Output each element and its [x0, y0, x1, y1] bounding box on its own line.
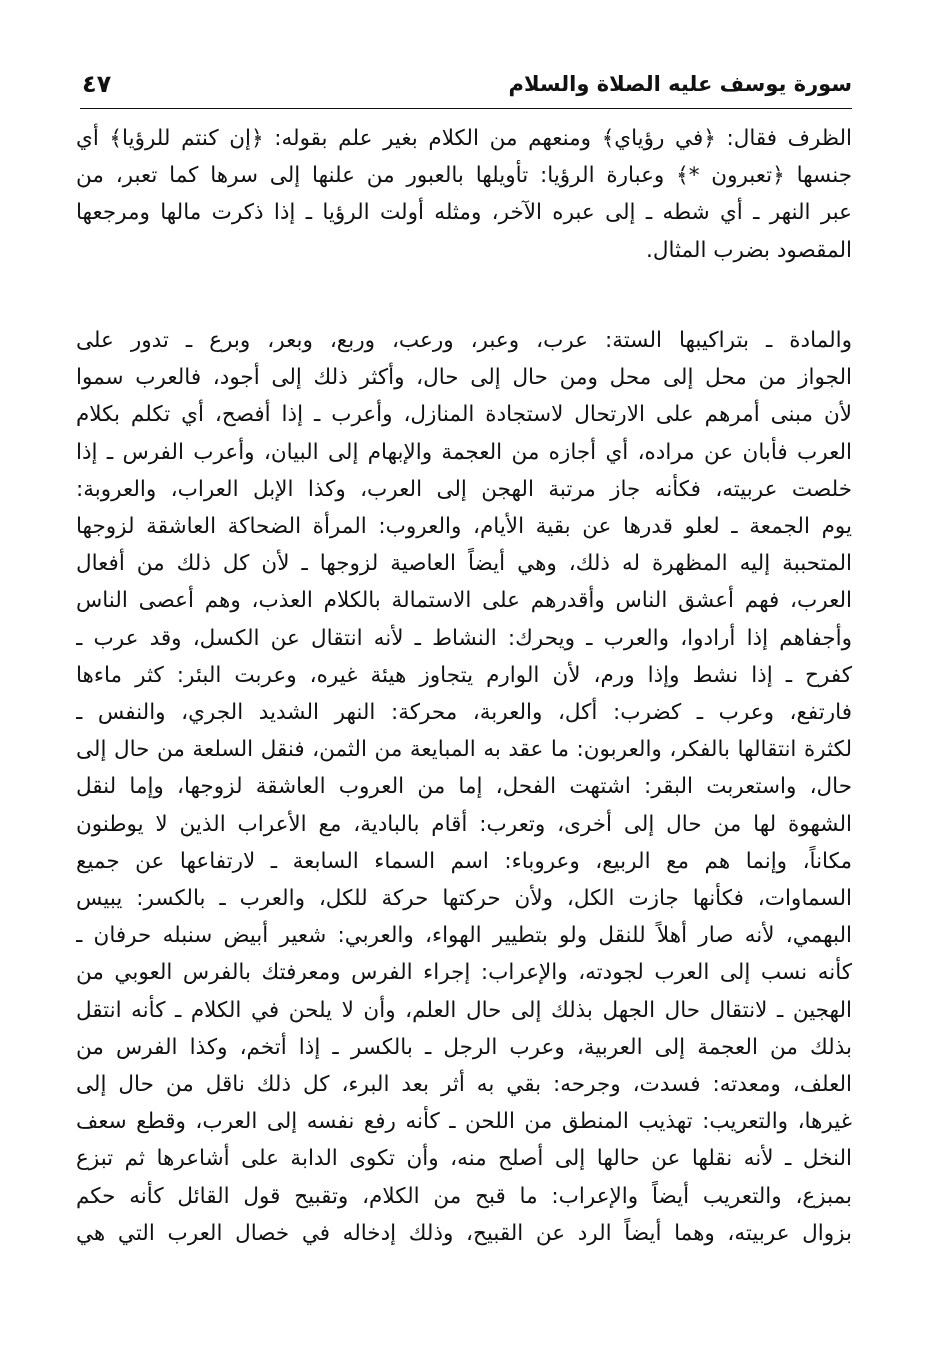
- text-line: الجواز من محل إلى محل ومن حال إلى حال، وأكثر ذلك إلى أجود، فالعرب سموا: [76, 365, 852, 391]
- text-line: مكاناً، وإنما هم مع الربيع، وعروباء: اسم السماء السابعة ـ لارتفاعها عن جميع: [76, 848, 852, 874]
- text-line: وأجفاهم إذا أرادوا، والعرب ـ ويحرك: النشاط ـ لأنه انتقال عن الكسل، وقد عرب ـ: [76, 625, 852, 651]
- text-line: خلصت عربيته، فكأنه جاز مرتبة الهجن إلى العرب، وكذا الإبل العراب، والعروبة:: [76, 476, 852, 502]
- text-line: المقصود بضرب المثال.: [645, 237, 852, 263]
- text-line: الهجين ـ لانتقال حال الجهل بذلك إلى حال العلم، وأن لا يلحن في الكلام ـ كأنه انتقل: [76, 997, 852, 1023]
- text-line: العرب، فهم أعشق الناس وأقدرهم على الاستمالة بالكلام العذب، وهم أعصى الناس: [76, 588, 852, 614]
- page-number: ٤٧: [82, 70, 112, 98]
- text-line: حال، واستعربت البقر: اشتهت الفحل، إما من العروب العاشقة لزوجها، وإما لنقل: [76, 774, 852, 800]
- text-line: بمبزع، والتعريب أيضاً والإعراب: ما قبح من الكلام، وتقبيح قول القائل كأنه حكم: [76, 1183, 852, 1209]
- text-line: السماوات، فكأنها جازت الكل، ولأن حركتها حركة للكل، والعرب ـ بالكسر: يبيس: [76, 886, 852, 912]
- text-line: البهمي، لأنه صار أهلاً للنقل ولو بتطيير الهواء، والعربي: شعير أبيض سنبله حرفان ـ: [76, 923, 852, 949]
- text-line: النخل ـ لأنه نقلها عن حالها إلى أصلح منه، وأن تكوى الدابة على أشاعرها ثم تبزع: [76, 1146, 852, 1172]
- text-line: كأنه نسب إلى العرب لجودته، والإعراب: إجراء الفرس ومعرفتك بالفرس العوبي من: [76, 960, 852, 986]
- text-line: غيرها، والتعريب: تهذيب المنطق من اللحن ـ كأنه رفع نفسه إلى العرب، وقطع سعف: [76, 1109, 852, 1135]
- text-line: يوم الجمعة ـ لعلو قدرها عن بقية الأيام، والعروب: المرأة الضحاكة العاشقة لزوجها: [76, 514, 852, 540]
- text-line: لأن مبنى أمرهم على الارتحال لاستجادة المنازل، وأعرب ـ إذا أفصح، أي تكلم بكلام: [76, 402, 852, 428]
- paragraph-2: [76, 322, 852, 1252]
- header-rule: [80, 108, 852, 109]
- text-line: لكثرة انتقالها بالفكر، والعربون: ما عقد به المبايعة من الثمن، فنقل السلعة من حال إلى: [76, 737, 852, 763]
- text-line: فارتفع، وعرب ـ كضرب: أكل، والعربة، محركة: النهر الشديد الجري، والنفس ـ: [76, 700, 852, 726]
- text-line: عبر النهر ـ أي شطه ـ إلى عبره الآخر، ومثله أولت الرؤيا ـ إذا ذكرت مالها ومرجعها: [76, 200, 852, 226]
- text-line: الظرف فقال: ﴿في رؤياي﴾ ومنعهم من الكلام بغير علم بقوله: ﴿إن كنتم للرؤيا﴾ أي: [76, 126, 852, 151]
- running-title: سورة يوسف عليه الصلاة والسلام: [508, 72, 852, 96]
- text-line: بزوال عربيته، وهما أيضاً الرد عن القبيح، وذلك إدخاله في خصال العرب التي هي: [76, 1220, 852, 1246]
- text-line: والمادة ـ بتراكيبها الستة: عرب، وعبر، ورعب، وربع، وبعر، وبرع ـ تدور على: [76, 328, 852, 353]
- text-line: العلف، ومعدته: فسدت، وجرحه: بقي به أثر بعد البرء، كل ذلك ناقل من حال إلى: [76, 1072, 852, 1098]
- page-header: [80, 66, 852, 106]
- text-line: كفرح ـ إذا نشط وإذا ورم، لأن الوارم يتجاوز هيئة غيره، وعربت البئر: كثر ماءها: [76, 662, 852, 688]
- text-line: الشهوة لها من حال إلى أخرى، وتعرب: أقام بالبادية، مع الأعراب الذين لا يوطنون: [76, 811, 852, 837]
- text-line: بذلك من العجمة إلى العربية، وعرب الرجل ـ بالكسر ـ إذا أتخم، وكذا الفرس من: [76, 1034, 852, 1060]
- text-line: المتحببة إليه المظهرة له ذلك، وهي أيضاً العاصية لزوجها ـ لأن كل ذلك من أفعال: [76, 551, 852, 577]
- text-line: العرب فأبان عن مراده، أي أجازه من العجمة والإبهام إلى البيان، وأعرب الفرس ـ إذا: [76, 439, 852, 465]
- text-line: جنسها ﴿تعبرون *﴾ وعبارة الرؤيا: تأويلها بالعبور من علنها إلى سرها كما تعبر، من: [76, 163, 852, 189]
- paragraph-1: [76, 120, 852, 269]
